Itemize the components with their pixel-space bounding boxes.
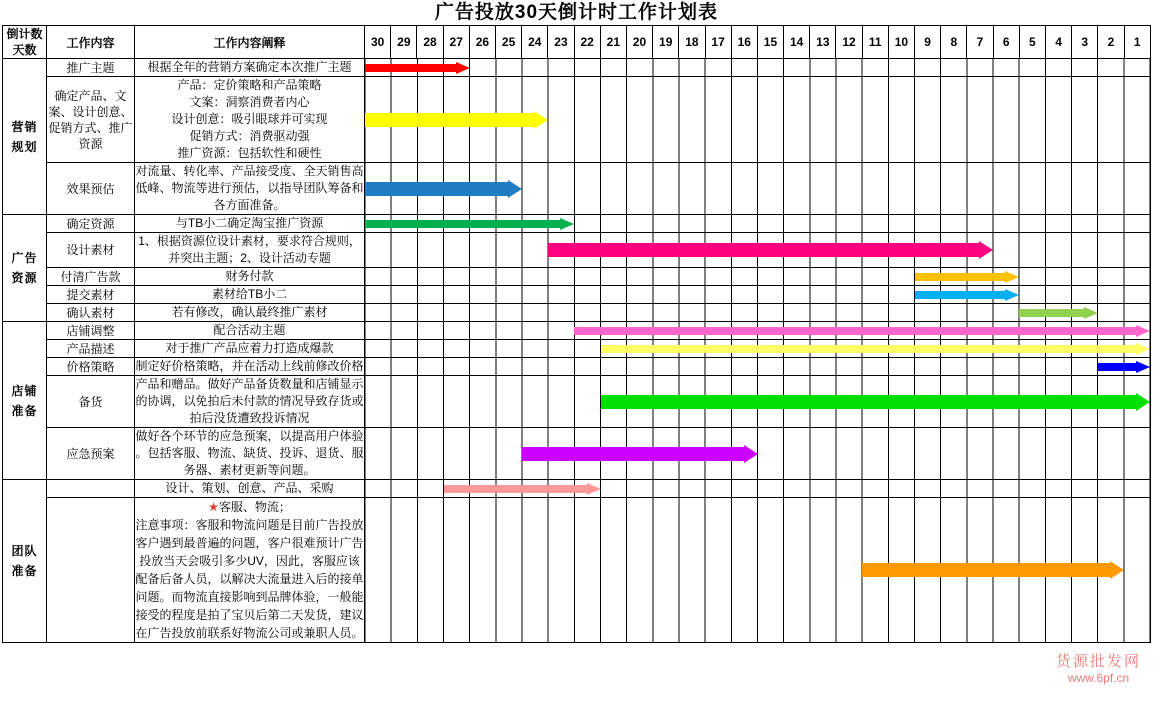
gantt-cell [365, 268, 1151, 286]
header-day-19: 19 [653, 26, 679, 59]
table-row [3, 376, 1151, 428]
gantt-cell [365, 428, 1151, 480]
table-row [3, 498, 1151, 643]
task-name: 效果预估 [47, 163, 135, 215]
table-header-row [3, 26, 1151, 59]
header-day-6: 6 [993, 26, 1019, 59]
gantt-bar-head [1110, 561, 1124, 579]
task-description: 配合活动主题 [135, 322, 365, 340]
header-day-30: 30 [365, 26, 391, 59]
gantt-bar-body [365, 220, 560, 228]
gantt-bar-head [1136, 325, 1150, 337]
header-day-13: 13 [810, 26, 836, 59]
header-day-24: 24 [522, 26, 548, 59]
task-name: 提交素材 [47, 286, 135, 304]
header-day-15: 15 [757, 26, 783, 59]
gantt-bar-head [744, 445, 758, 463]
gantt-cell [365, 322, 1151, 340]
header-day-11: 11 [862, 26, 888, 59]
gantt-cell [365, 163, 1151, 215]
gantt-bar-body [365, 113, 534, 127]
table-row [3, 322, 1151, 340]
task-name: 付清广告款 [47, 268, 135, 286]
header-day-1: 1 [1124, 26, 1150, 59]
task-description: 产品：定价策略和产品策略 文案：洞察消费者内心 设计创意：吸引眼球并可实现 促销方式：消费驱动强 推广资源：包括软性和硬性 [135, 77, 365, 163]
header-day-23: 23 [548, 26, 574, 59]
table-row [3, 268, 1151, 286]
gantt-cell [365, 286, 1151, 304]
header-day-5: 5 [1019, 26, 1045, 59]
header-day-14: 14 [784, 26, 810, 59]
gantt-bar-body [915, 273, 1006, 281]
task-description: 对流量、转化率、产品接受度、全天销售高 低峰、物流等进行预估，以指导团队筹备和 各方面准备。 [135, 163, 365, 215]
task-description: 财务付款 [135, 268, 365, 286]
gantt-bar [915, 291, 1020, 299]
gantt-bar-body [365, 182, 508, 196]
header-work-content: 工作内容 [47, 26, 135, 59]
gantt-bar [915, 273, 1020, 281]
gantt-bar-body [365, 64, 456, 72]
header-day-29: 29 [391, 26, 417, 59]
gantt-bar [444, 485, 601, 493]
gantt-bar-head [979, 241, 993, 259]
table-row [3, 304, 1151, 322]
header-work-description: 工作内容阐释 [135, 26, 365, 59]
note-body: 注意事项：客服和物流问题是目前广告投放客户遇到最普遍的问题，客户很难预计广告投放当天会吸引多少UV，因此，客服应该配备后备人员，以解决大流量进入后的接单问题。而物流直接影响到品牌体验，一般能接受的程度是拍了宝贝后第二天发货，建议在广告投放前联系好物流公司或兼职人员。 [135, 518, 364, 640]
group-label-1: 广告 资源 [3, 215, 47, 322]
task-name: 价格策略 [47, 358, 135, 376]
task-description: 制定好价格策略，并在活动上线前修改价格 [135, 358, 365, 376]
gantt-cell [365, 498, 1151, 643]
table-row [3, 428, 1151, 480]
gantt-bar [1019, 309, 1097, 317]
gantt-bar-head [560, 218, 574, 230]
star-icon: ★ [208, 500, 219, 514]
header-day-22: 22 [574, 26, 600, 59]
group-label-3: 团队 准备 [3, 480, 47, 643]
header-countdown-line2: 天数 [12, 43, 37, 57]
gantt-bar-head [508, 180, 522, 198]
task-name: 店铺调整 [47, 322, 135, 340]
task-description: 产品和赠品。做好产品备货数量和店铺显示 的协调，以免拍后未付款的情况导致存货或 拍后没货遭致投诉情况 [135, 376, 365, 428]
header-countdown-line1: 倒计数 [6, 27, 43, 41]
gantt-cell [365, 59, 1151, 77]
task-description: 素材给TB小二 [135, 286, 365, 304]
header-day-20: 20 [626, 26, 652, 59]
gantt-bar [365, 113, 548, 127]
header-day-27: 27 [443, 26, 469, 59]
table-row [3, 358, 1151, 376]
gantt-bar-body [915, 291, 1006, 299]
table-row [3, 163, 1151, 215]
task-name: 推广主题 [47, 59, 135, 77]
gantt-bar-body [1098, 363, 1136, 371]
table-row [3, 233, 1151, 268]
gantt-bar-body [574, 327, 1136, 335]
task-description: 对于推广产品应着力打造成爆款 [135, 340, 365, 358]
group-label-2: 店铺 准备 [3, 322, 47, 480]
task-description: 与TB小二确定淘宝推广资源 [135, 215, 365, 233]
gantt-bar-head [1005, 271, 1019, 283]
header-day-8: 8 [941, 26, 967, 59]
task-description: 根据全年的营销方案确定本次推广主题 [135, 59, 365, 77]
table-row [3, 286, 1151, 304]
gantt-cell [365, 376, 1151, 428]
watermark [1056, 654, 1141, 686]
header-countdown-days [3, 26, 47, 59]
gantt-bar-head [1136, 361, 1150, 373]
header-day-21: 21 [600, 26, 626, 59]
note-lead: ★客服、物流； [208, 500, 291, 514]
header-day-12: 12 [836, 26, 862, 59]
gantt-bar-body [862, 563, 1110, 577]
gantt-bar-body [548, 243, 979, 257]
gantt-bar-body [522, 447, 743, 461]
gantt-bar [601, 395, 1150, 409]
gantt-cell [365, 358, 1151, 376]
task-description: 做好各个环节的应急预案，以提高用户体验 。包括客服、物流、缺货、投诉、退货、服 务器、素材更新等问题。 [135, 428, 365, 480]
watermark-line2: www.6pf.cn [1067, 671, 1130, 685]
gantt-bar-head [1136, 343, 1150, 355]
table-row [3, 77, 1151, 163]
gantt-cell [365, 480, 1151, 498]
gantt-bar [862, 563, 1124, 577]
table-row [3, 480, 1151, 498]
header-day-9: 9 [915, 26, 941, 59]
gantt-bar-body [601, 395, 1136, 409]
task-name: 备货 [47, 376, 135, 428]
gantt-bar [1098, 363, 1150, 371]
header-day-17: 17 [705, 26, 731, 59]
table-row [3, 215, 1151, 233]
gantt-bar [365, 182, 522, 196]
gantt-bar [522, 447, 757, 461]
table-row [3, 340, 1151, 358]
header-day-16: 16 [731, 26, 757, 59]
task-name [47, 480, 135, 498]
gantt-bar [601, 345, 1150, 353]
task-description: 设计、策划、创意、产品、采购 [135, 480, 365, 498]
group-label-0: 营销 规划 [3, 59, 47, 215]
watermark-line1: 货源批发网 [1055, 653, 1141, 670]
page-title: 广告投放30天倒计时工作计划表 [434, 2, 719, 23]
task-description [135, 498, 365, 643]
task-name: 设计素材 [47, 233, 135, 268]
gantt-cell [365, 233, 1151, 268]
header-day-28: 28 [417, 26, 443, 59]
task-description: 1、根据资源位设计素材，要求符合规则， 并突出主题；2、设计活动专题 [135, 233, 365, 268]
gantt-bar-head [1136, 393, 1150, 411]
gantt-table [2, 25, 1151, 643]
header-day-7: 7 [967, 26, 993, 59]
header-day-10: 10 [888, 26, 914, 59]
gantt-bar-head [534, 111, 548, 129]
gantt-bar-head [456, 62, 470, 74]
task-name: 确定资源 [47, 215, 135, 233]
gantt-bar-body [601, 345, 1136, 353]
header-day-4: 4 [1045, 26, 1071, 59]
gantt-cell [365, 304, 1151, 322]
gantt-bar [365, 220, 574, 228]
task-name: 确定产品、文案、设计创意、促销方式、推广资源 [47, 77, 135, 163]
header-day-18: 18 [679, 26, 705, 59]
task-description: 若有修改，确认最终推广素材 [135, 304, 365, 322]
gantt-bar [548, 243, 993, 257]
gantt-bar-head [587, 483, 601, 495]
task-name [47, 498, 135, 643]
header-day-3: 3 [1072, 26, 1098, 59]
task-name: 应急预案 [47, 428, 135, 480]
gantt-bar [365, 64, 470, 72]
task-name: 产品描述 [47, 340, 135, 358]
header-day-2: 2 [1098, 26, 1124, 59]
gantt-cell [365, 340, 1151, 358]
gantt-cell [365, 77, 1151, 163]
task-name: 确认素材 [47, 304, 135, 322]
gantt-bar-head [1005, 289, 1019, 301]
gantt-bar-head [1084, 307, 1098, 319]
header-day-26: 26 [469, 26, 495, 59]
table-row [3, 59, 1151, 77]
gantt-bar [574, 327, 1150, 335]
gantt-bar-body [444, 485, 587, 493]
gantt-cell [365, 215, 1151, 233]
gantt-bar-body [1019, 309, 1083, 317]
header-day-25: 25 [496, 26, 522, 59]
